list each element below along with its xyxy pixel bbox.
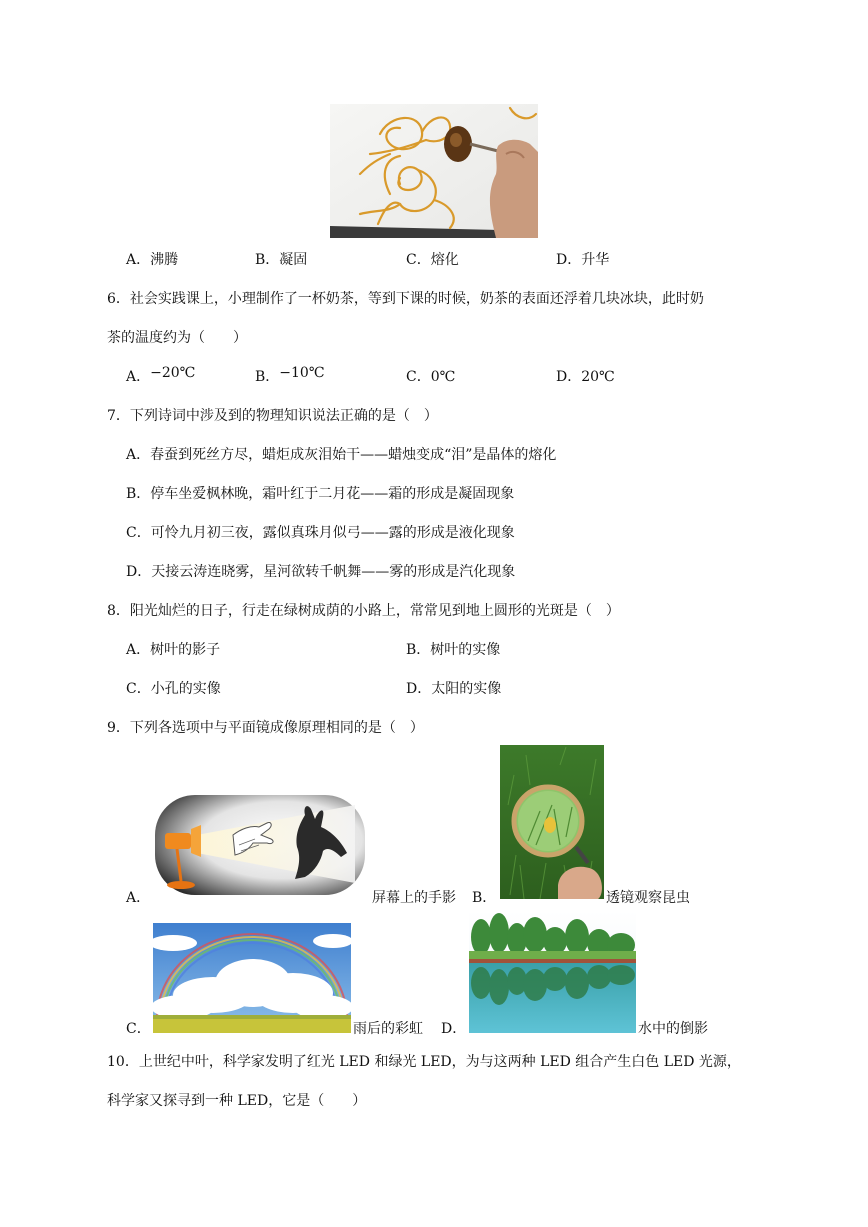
rainbow-image [153,923,351,1033]
q8-stem: 8．阳光灿烂的日子，行走在绿树成荫的小路上，常常见到地上圆形的光斑是（ ） [107,603,620,619]
q10-stem-line1: 10．上世纪中叶，科学家发明了红光 LED 和绿光 LED，为与这两种 LED 组合产生白色 LED 光源， [107,1054,741,1070]
hand-shadow-image [155,795,365,895]
q9-option-b-letter: B． [472,890,497,906]
q5-option-d: D．升华 [556,252,610,268]
q7-option-d: D．天接云涛连晓雾，星河欲转千帆舞——雾的形成是汽化现象 [126,564,516,580]
q9-option-c-caption: 雨后的彩虹 [353,1021,423,1037]
q9-option-b-caption: 透镜观察昆虫 [606,890,690,906]
q7-option-c: C．可怜九月初三夜，露似真珠月似弓——露的形成是液化现象 [126,525,515,541]
magnifier-insect-image [500,745,604,899]
q9-option-a-caption: 屏幕上的手影 [372,890,456,906]
q9-option-d-letter: D． [441,1021,467,1037]
q5-option-c: C．熔化 [406,252,459,268]
q7-option-b: B．停车坐爱枫林晚，霜叶红于二月花——霜的形成是凝固现象 [126,486,515,502]
q6-option-c: C．0℃ [406,369,456,385]
sugar-painting-image [330,104,538,238]
q10-stem-line2: 科学家又探寻到一种 LED，它是（ ） [107,1093,367,1109]
water-reflection-image [469,911,636,1033]
q6-option-a: A．−20℃ [126,365,196,385]
q9-option-a-letter: A． [126,890,151,906]
q8-option-a: A．树叶的影子 [126,642,221,658]
q8-option-b: B．树叶的实像 [406,642,501,658]
q6-stem-line1: 6．社会实践课上，小理制作了一杯奶茶，等到下课的时候，奶茶的表面还浮着几块冰块，此时奶 [107,291,704,307]
q9-stem: 9．下列各选项中与平面镜成像原理相同的是（ ） [107,720,424,736]
q9-option-c-letter: C． [126,1021,151,1037]
q6-stem-line2: 茶的温度约为（ ） [107,330,247,346]
q6-option-d: D．20℃ [556,369,615,385]
q8-option-d: D．太阳的实像 [406,681,502,697]
q6-option-b: B．−10℃ [255,365,325,385]
q9-option-d-caption: 水中的倒影 [638,1021,708,1037]
q7-option-a: A．春蚕到死丝方尽，蜡炬成灰泪始干——蜡烛变成“泪”是晶体的熔化 [126,447,557,463]
q5-option-b: B．凝固 [255,252,308,268]
q5-option-a: A．沸腾 [126,252,179,268]
q7-stem: 7．下列诗词中涉及到的物理知识说法正确的是（ ） [107,408,438,424]
q8-option-c: C．小孔的实像 [126,681,221,697]
